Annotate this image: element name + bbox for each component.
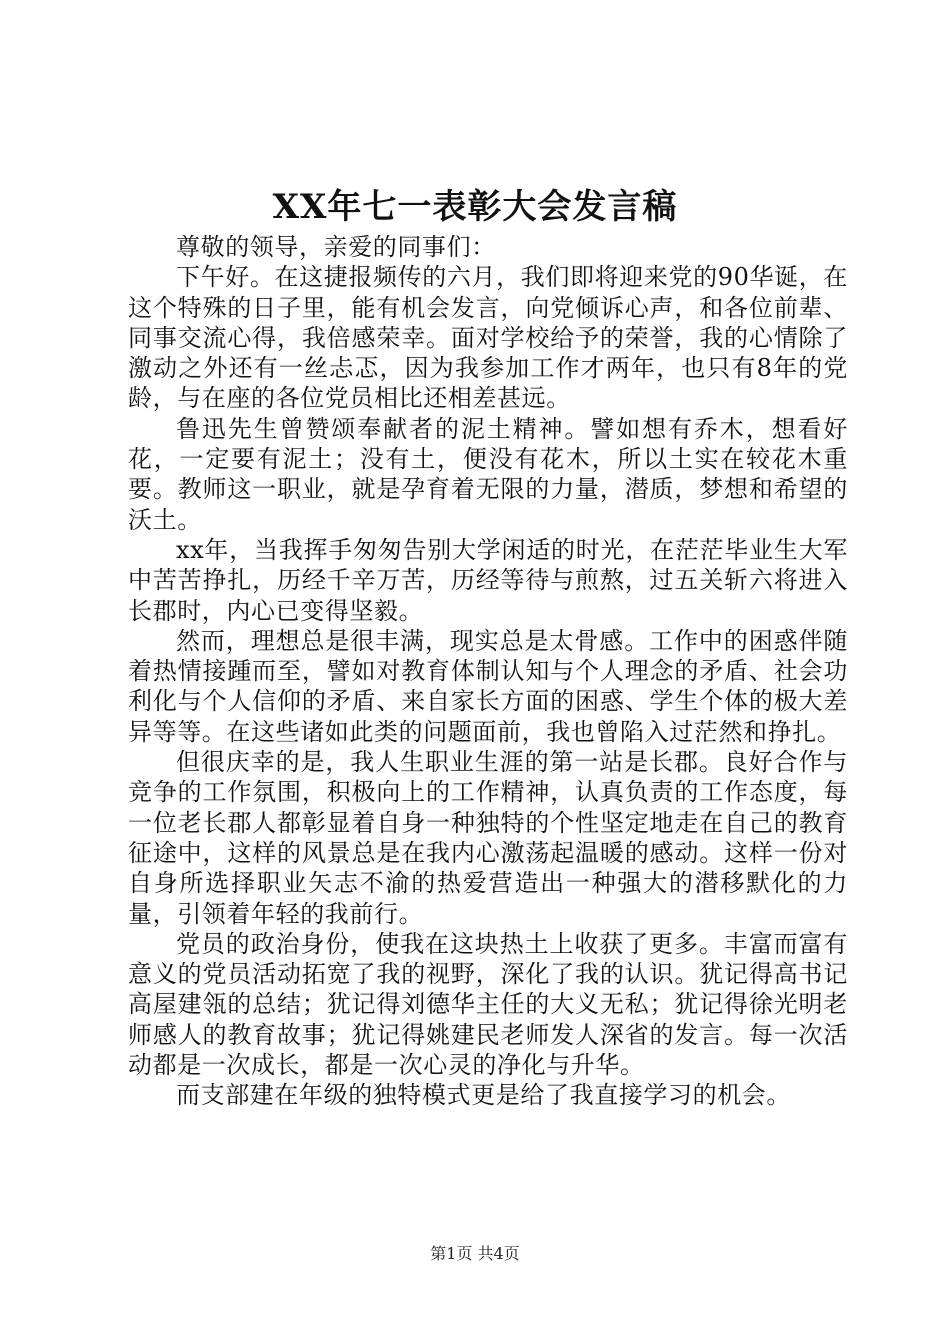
document-title: XX年七一表彰大会发言稿 <box>272 187 678 227</box>
salutation: 尊敬的领导，亲爱的同事们： <box>176 233 496 261</box>
document-body <box>128 232 848 1111</box>
paragraph: 然而，理想总是很丰满，现实总是太骨感。工作中的困惑伴随着热情接踵而至，譬如对教育体制认知与个人理念的矛盾、社会功利化与个人信仰的矛盾、来自家长方面的困惑、学生个体的极大差异等等。在这些诸如此类的问题面前，我也曾陷入过茫然和挣扎。 <box>128 626 848 746</box>
paragraph: 但很庆幸的是，我人生职业生涯的第一站是长郡。良好合作与竞争的工作氛围，积极向上的工作精神，认真负责的工作态度，每一位老长郡人都彰显着自身一种独特的个性坚定地走在自己的教育征途中，这样的风景总是在我内心激荡起温暖的感动。这样一份对自身所选择职业矢志不渝的热爱营造出一种强大的潜移默化的力量，引领着年轻的我前行。 <box>128 748 848 928</box>
paragraph: 党员的政治身份，使我在这块热土上收获了更多。丰富而富有意义的党员活动拓宽了我的视野，深化了我的认识。犹记得高书记高屋建瓴的总结；犹记得刘德华主任的大义无私；犹记得徐光明老师感人的教育故事；犹记得姚建民老师发人深省的发言。每一次活动都是一次成长，都是一次心灵的净化与升华。 <box>128 929 848 1080</box>
paragraph: 而支部建在年级的独特模式更是给了我直接学习的机会。 <box>176 1081 791 1110</box>
page-number-footer: 第1页 共4页 <box>430 1244 520 1263</box>
paragraph: 鲁迅先生曾赞颂奉献者的泥土精神。譬如想有乔木，想看好花，一定要有泥土；没有土，便没有花木，所以土实在较花木重要。教师这一职业，就是孕育着无限的力量，潜质，梦想和希望的沃土。 <box>128 414 848 534</box>
paragraph: 下午好。在这捷报频传的六月，我们即将迎来党的90华诞，在这个特殊的日子里，能有机会发言，向党倾诉心声，和各位前辈、同事交流心得，我倍感荣幸。面对学校给予的荣誉，我的心情除了激动之外还有一丝忐忑，因为我参加工作才两年，也只有8年的党龄，与在座的各位党员相比还相差甚远。 <box>128 263 848 413</box>
paragraph: xx年，当我挥手匆匆告别大学闲适的时光，在茫茫毕业生大军中苦苦挣扎，历经千辛万苦，历经等待与煎熬，过五关斩六将进入长郡时，内心已变得坚毅。 <box>128 535 848 625</box>
